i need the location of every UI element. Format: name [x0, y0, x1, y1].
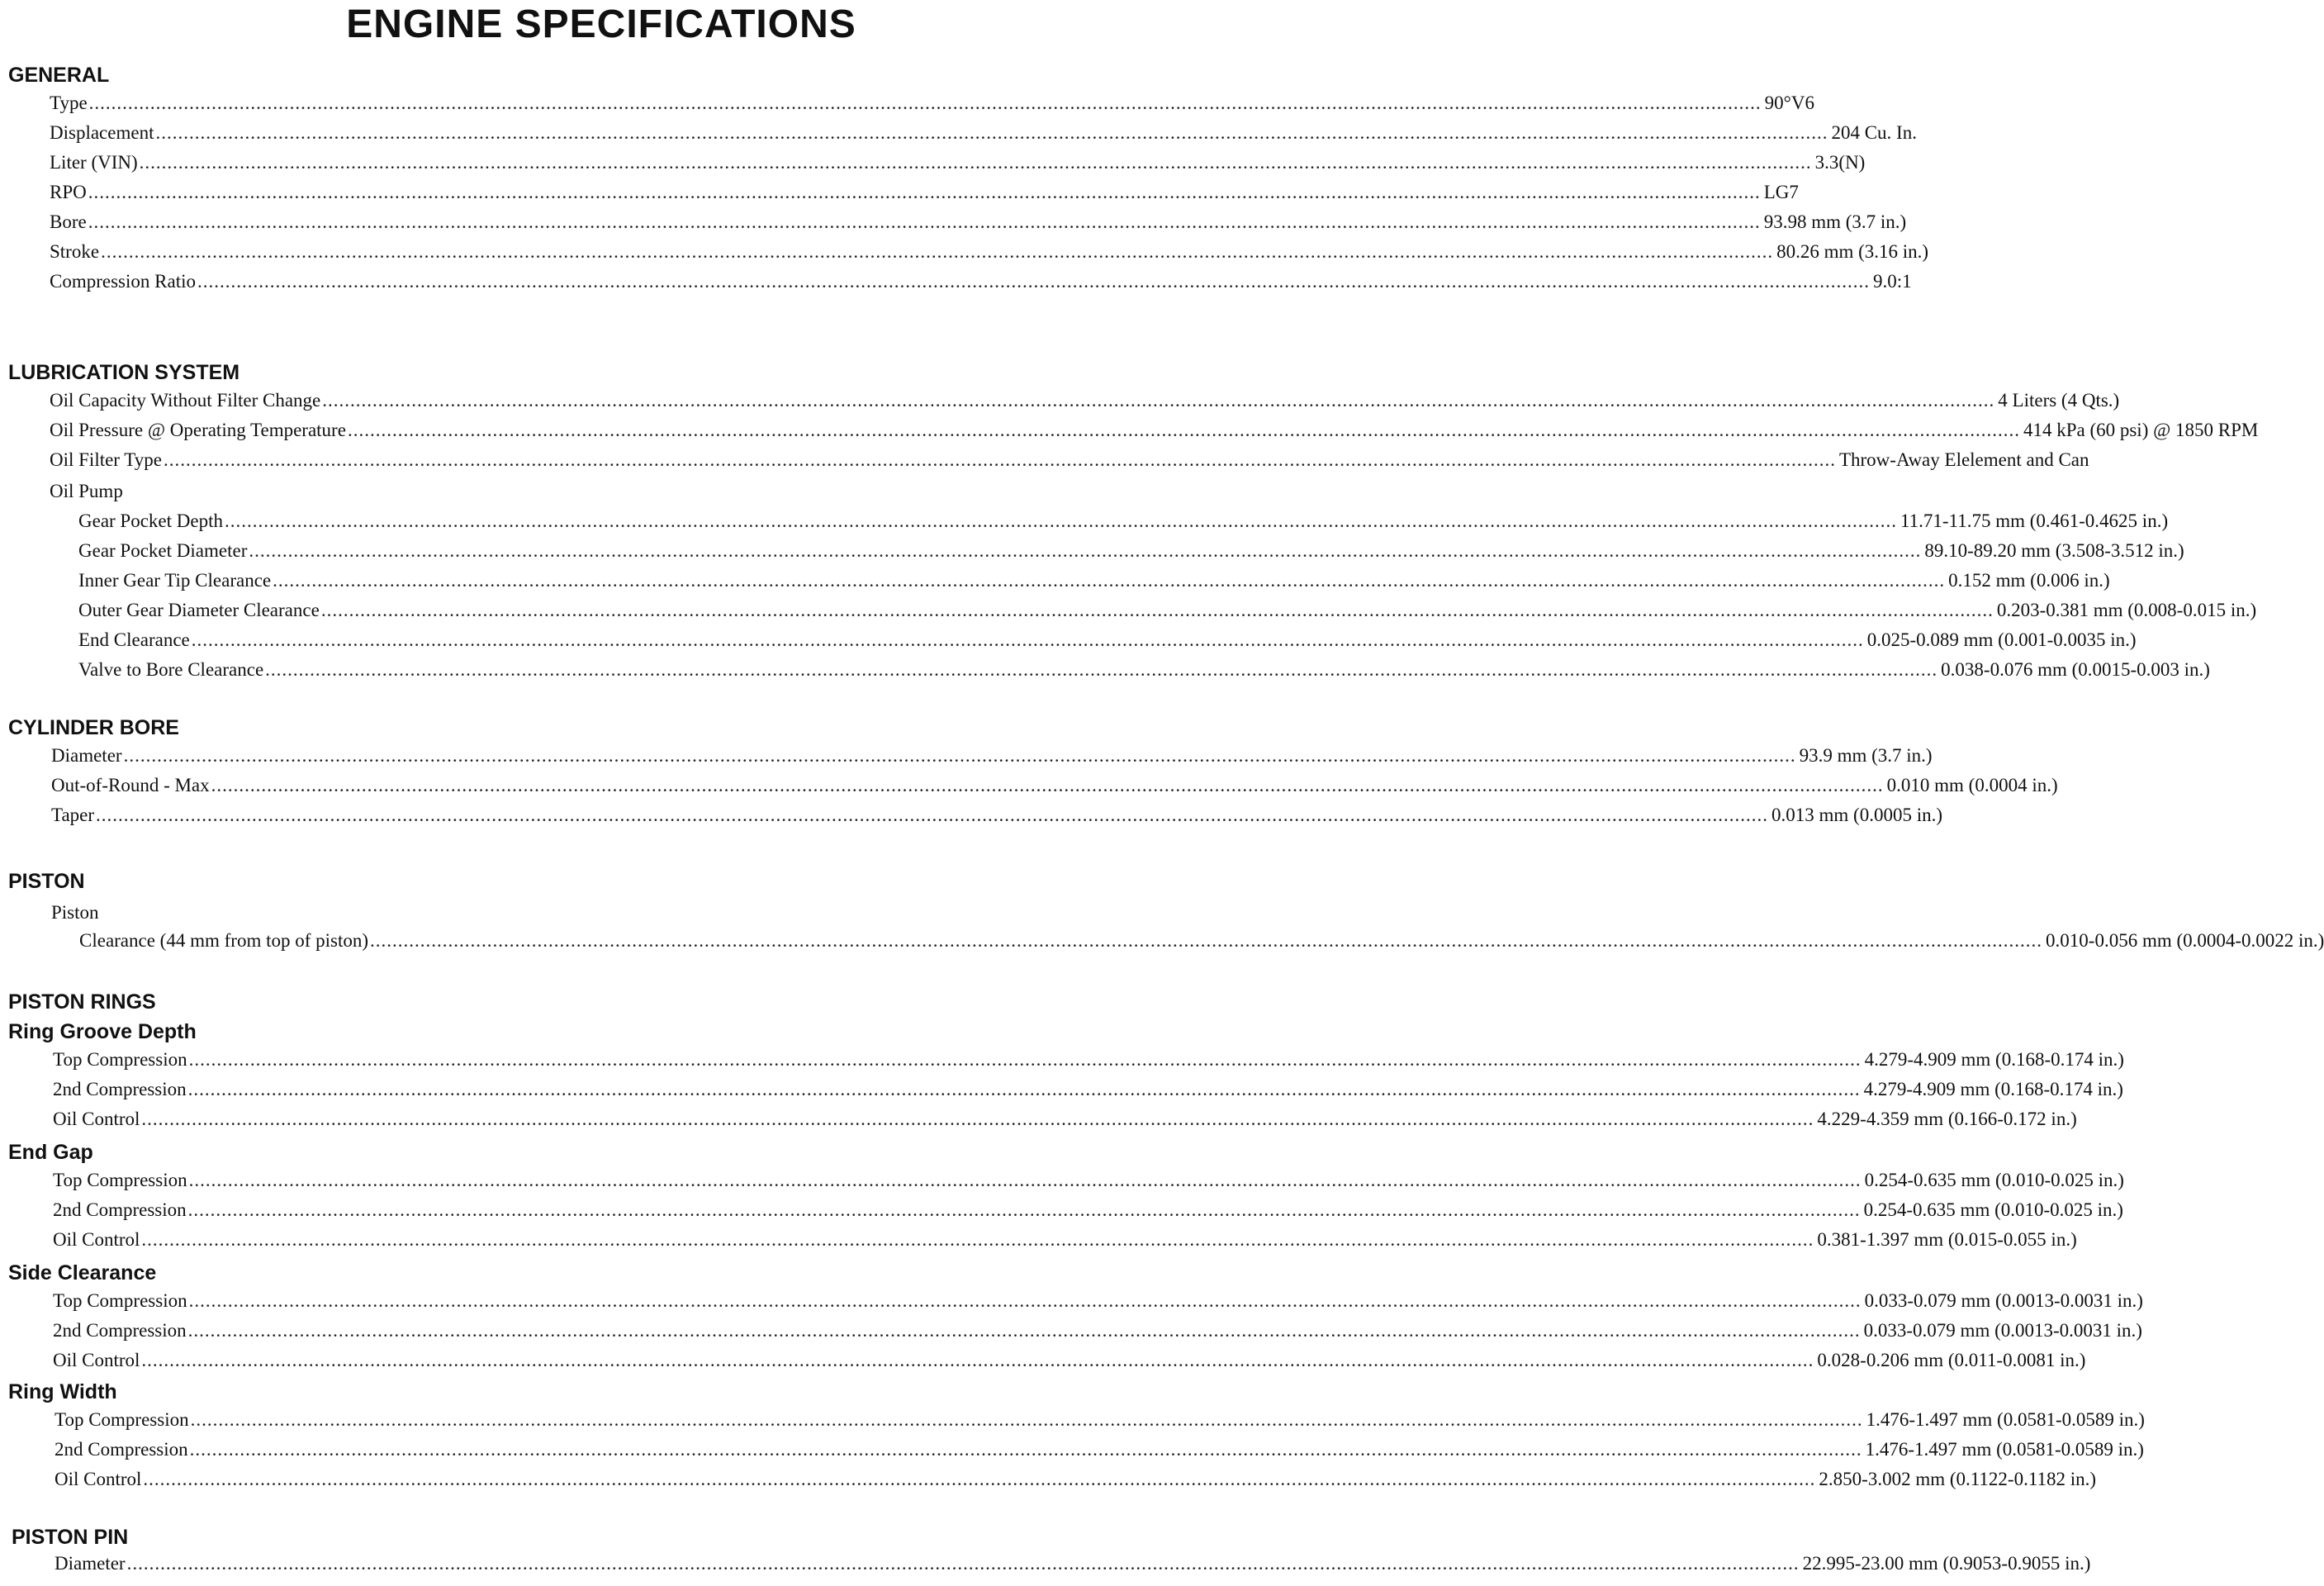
spec-row	[50, 177, 1799, 205]
spec-label: Diameter	[51, 745, 122, 766]
section-heading-cylinder-bore: CYLINDER BORE	[8, 716, 179, 739]
leader-dots: ............................................................................................................................................................................................................................................................................................................	[139, 152, 1812, 173]
spec-label: Oil Control	[53, 1109, 140, 1129]
spec-value: 3.3(N)	[1814, 152, 1866, 173]
spec-value: 0.254-0.635 mm (0.010-0.025 in.)	[1864, 1170, 2124, 1190]
spec-row	[53, 1224, 2077, 1252]
spec-value: 0.013 mm (0.0005 in.)	[1771, 805, 1943, 825]
leader-dots: ............................................................................................................................................................................................................................................................................................................	[191, 629, 1864, 650]
spec-row	[78, 565, 2110, 593]
spec-label: Top Compression	[53, 1290, 187, 1311]
leader-dots: ............................................................................................................................................................................................................................................................................................................	[273, 570, 1946, 591]
leader-dots: ............................................................................................................................................................................................................................................................................................................	[265, 659, 1938, 680]
spec-value: 22.995-23.00 mm (0.9053-0.9055 in.)	[1802, 1553, 2091, 1574]
spec-label: 2nd Compression	[55, 1439, 188, 1460]
section-heading-piston: PISTON	[8, 870, 85, 893]
spec-value: 9.0:1	[1872, 271, 1912, 292]
leader-dots: ............................................................................................................................................................................................................................................................................................................	[141, 1350, 1814, 1370]
spec-label: 2nd Compression	[53, 1320, 187, 1341]
leader-dots: ............................................................................................................................................................................................................................................................................................................	[96, 805, 1769, 825]
spec-value: 1.476-1.497 mm (0.0581-0.0589 in.)	[1866, 1409, 2145, 1430]
spec-row	[55, 1464, 2097, 1492]
spec-value: 0.033-0.079 mm (0.0013-0.0031 in.)	[1864, 1290, 2143, 1311]
spec-value: 0.033-0.079 mm (0.0013-0.0031 in.)	[1863, 1320, 2142, 1341]
spec-row	[55, 1404, 2145, 1432]
leader-dots: ............................................................................................................................................................................................................................................................................................................	[188, 1170, 1862, 1190]
spec-label: Taper	[51, 805, 95, 825]
leader-dots: ............................................................................................................................................................................................................................................................................................................	[187, 1320, 1861, 1341]
spec-value: 0.254-0.635 mm (0.010-0.025 in.)	[1863, 1199, 2123, 1220]
subsection-heading-end-gap: End Gap	[8, 1141, 93, 1164]
spec-value: 4.229-4.359 mm (0.166-0.172 in.)	[1817, 1109, 2077, 1129]
section-heading-piston-pin: PISTON PIN	[12, 1526, 129, 1549]
leader-dots: ............................................................................................................................................................................................................................................................................................................	[141, 1109, 1814, 1129]
leader-dots: ............................................................................................................................................................................................................................................................................................................	[211, 775, 1884, 795]
spec-row	[79, 925, 2324, 953]
leader-dots: ............................................................................................................................................................................................................................................................................................................	[141, 1229, 1814, 1250]
spec-value: LG7	[1763, 182, 1799, 202]
spec-label: Oil Filter Type	[50, 449, 162, 470]
leader-dots: ............................................................................................................................................................................................................................................................................................................	[189, 1439, 1862, 1460]
leader-dots: ............................................................................................................................................................................................................................................................................................................	[322, 390, 1995, 411]
spec-label: 2nd Compression	[53, 1079, 187, 1099]
spec-value: Throw-Away Elelement and Can	[1838, 449, 2089, 470]
piston-sub-label: Piston	[51, 902, 99, 923]
spec-label: Oil Control	[53, 1229, 140, 1250]
spec-label: Bore	[50, 211, 87, 232]
spec-value: 0.038-0.076 mm (0.0015-0.003 in.)	[1941, 659, 2210, 680]
spec-value: 0.010 mm (0.0004 in.)	[1886, 775, 2058, 795]
leader-dots: ............................................................................................................................................................................................................................................................................................................	[249, 540, 1922, 561]
spec-value: 89.10-89.20 mm (3.508-3.512 in.)	[1924, 540, 2184, 561]
section-heading-general: GENERAL	[8, 64, 110, 87]
spec-label: End Clearance	[78, 629, 190, 650]
spec-label: Compression Ratio	[50, 271, 196, 292]
spec-row	[50, 88, 1814, 116]
leader-dots: ............................................................................................................................................................................................................................................................................................................	[88, 93, 1762, 113]
leader-dots: ............................................................................................................................................................................................................................................................................................................	[101, 241, 1774, 262]
leader-dots: ............................................................................................................................................................................................................................................................................................................	[197, 271, 1870, 292]
spec-row	[50, 385, 2120, 413]
section-heading-lubrication: LUBRICATION SYSTEM	[8, 361, 240, 384]
leader-dots: ............................................................................................................................................................................................................................................................................................................	[320, 600, 1994, 620]
spec-value: 4.279-4.909 mm (0.168-0.174 in.)	[1864, 1049, 2124, 1070]
spec-label: Gear Pocket Depth	[78, 510, 223, 531]
subsection-heading-ring-groove-depth: Ring Groove Depth	[8, 1020, 197, 1043]
spec-label: Gear Pocket Diameter	[78, 540, 248, 561]
spec-value: 4 Liters (4 Qts.)	[1998, 390, 2120, 411]
spec-label: Out-of-Round - Max	[51, 775, 210, 795]
spec-label: Top Compression	[53, 1049, 187, 1070]
spec-row	[53, 1044, 2124, 1072]
spec-row	[50, 236, 1929, 264]
subsection-heading-side-clearance: Side Clearance	[8, 1261, 157, 1284]
spec-row	[53, 1194, 2123, 1223]
leader-dots: ............................................................................................................................................................................................................................................................................................................	[155, 122, 1828, 143]
section-heading-piston-rings: PISTON RINGS	[8, 990, 156, 1014]
spec-label: Diameter	[55, 1553, 126, 1574]
spec-label: Liter (VIN)	[50, 152, 138, 173]
spec-value: 204 Cu. In.	[1831, 122, 1917, 143]
spec-label: Top Compression	[53, 1170, 187, 1190]
spec-value: 0.028-0.206 mm (0.011-0.0081 in.)	[1817, 1350, 2086, 1370]
spec-row	[78, 654, 2210, 682]
spec-label: Oil Pressure @ Operating Temperature	[50, 420, 346, 440]
leader-dots: ............................................................................................................................................................................................................................................................................................................	[187, 1079, 1861, 1099]
oil-pump-label: Oil Pump	[50, 481, 123, 501]
page-title: ENGINE SPECIFICATIONS	[346, 2, 856, 46]
spec-label: 2nd Compression	[53, 1199, 187, 1220]
spec-label: Oil Control	[55, 1469, 142, 1489]
spec-row	[50, 266, 1912, 294]
spec-value: 4.279-4.909 mm (0.168-0.174 in.)	[1863, 1079, 2123, 1099]
spec-row	[51, 770, 2058, 798]
spec-row	[50, 444, 2089, 472]
spec-row	[51, 800, 1943, 828]
spec-value: 0.203-0.381 mm (0.008-0.015 in.)	[1996, 600, 2257, 620]
spec-label: Type	[50, 93, 88, 113]
spec-row	[53, 1104, 2077, 1132]
spec-label: Clearance (44 mm from top of piston)	[79, 930, 369, 951]
spec-row	[78, 535, 2184, 563]
leader-dots: ............................................................................................................................................................................................................................................................................................................	[187, 1199, 1861, 1220]
leader-dots: ............................................................................................................................................................................................................................................................................................................	[88, 182, 1761, 202]
spec-value: 11.71-11.75 mm (0.461-0.4625 in.)	[1900, 510, 2169, 531]
leader-dots: ............................................................................................................................................................................................................................................................................................................	[188, 1049, 1862, 1070]
spec-value: 80.26 mm (3.16 in.)	[1776, 241, 1929, 262]
spec-value: 93.9 mm (3.7 in.)	[1799, 745, 1933, 766]
spec-row	[50, 117, 1917, 145]
spec-value: 414 kPa (60 psi) @ 1850 RPM	[2023, 420, 2259, 440]
spec-value: 0.025-0.089 mm (0.001-0.0035 in.)	[1866, 629, 2137, 650]
leader-dots: ............................................................................................................................................................................................................................................................................................................	[126, 1553, 1800, 1574]
spec-label: Top Compression	[55, 1409, 189, 1430]
spec-row	[53, 1315, 2142, 1343]
spec-label: Oil Capacity Without Filter Change	[50, 390, 321, 411]
spec-label: Valve to Bore Clearance	[78, 659, 264, 680]
leader-dots: ............................................................................................................................................................................................................................................................................................................	[190, 1409, 1863, 1430]
spec-label: Stroke	[50, 241, 100, 262]
spec-label: Oil Control	[53, 1350, 140, 1370]
leader-dots: ............................................................................................................................................................................................................................................................................................................	[143, 1469, 1816, 1489]
leader-dots: ............................................................................................................................................................................................................................................................................................................	[370, 930, 2043, 951]
spec-row	[50, 207, 1907, 235]
spec-row	[78, 595, 2257, 623]
spec-row	[53, 1074, 2123, 1102]
spec-value: 90°V6	[1764, 93, 1814, 113]
leader-dots: ............................................................................................................................................................................................................................................................................................................	[188, 1290, 1862, 1311]
spec-label: RPO	[50, 182, 87, 202]
spec-value: 2.850-3.002 mm (0.1122-0.1182 in.)	[1819, 1469, 2097, 1489]
spec-row	[50, 147, 1866, 175]
leader-dots: ............................................................................................................................................................................................................................................................................................................	[347, 420, 2020, 440]
leader-dots: ............................................................................................................................................................................................................................................................................................................	[88, 211, 1761, 232]
spec-value: 0.152 mm (0.006 in.)	[1948, 570, 2110, 591]
spec-label: Outer Gear Diameter Clearance	[78, 600, 320, 620]
spec-label: Inner Gear Tip Clearance	[78, 570, 272, 591]
spec-row	[78, 506, 2169, 534]
spec-row	[53, 1165, 2124, 1193]
leader-dots: ............................................................................................................................................................................................................................................................................................................	[123, 745, 1796, 766]
spec-value: 0.010-0.056 mm (0.0004-0.0022 in.)	[2046, 930, 2324, 951]
spec-row	[55, 1434, 2144, 1462]
spec-row	[78, 624, 2137, 653]
leader-dots: ............................................................................................................................................................................................................................................................................................................	[163, 449, 1836, 470]
spec-value: 1.476-1.497 mm (0.0581-0.0589 in.)	[1865, 1439, 2144, 1460]
spec-row	[53, 1345, 2086, 1373]
spec-label: Displacement	[50, 122, 154, 143]
spec-row	[55, 1548, 2091, 1576]
spec-row	[51, 740, 1933, 768]
spec-value: 93.98 mm (3.7 in.)	[1763, 211, 1907, 232]
spec-row	[53, 1285, 2143, 1313]
spec-row	[50, 415, 2259, 443]
spec-value: 0.381-1.397 mm (0.015-0.055 in.)	[1817, 1229, 2077, 1250]
leader-dots: ............................................................................................................................................................................................................................................................................................................	[225, 510, 1897, 531]
subsection-heading-ring-width: Ring Width	[8, 1380, 117, 1403]
